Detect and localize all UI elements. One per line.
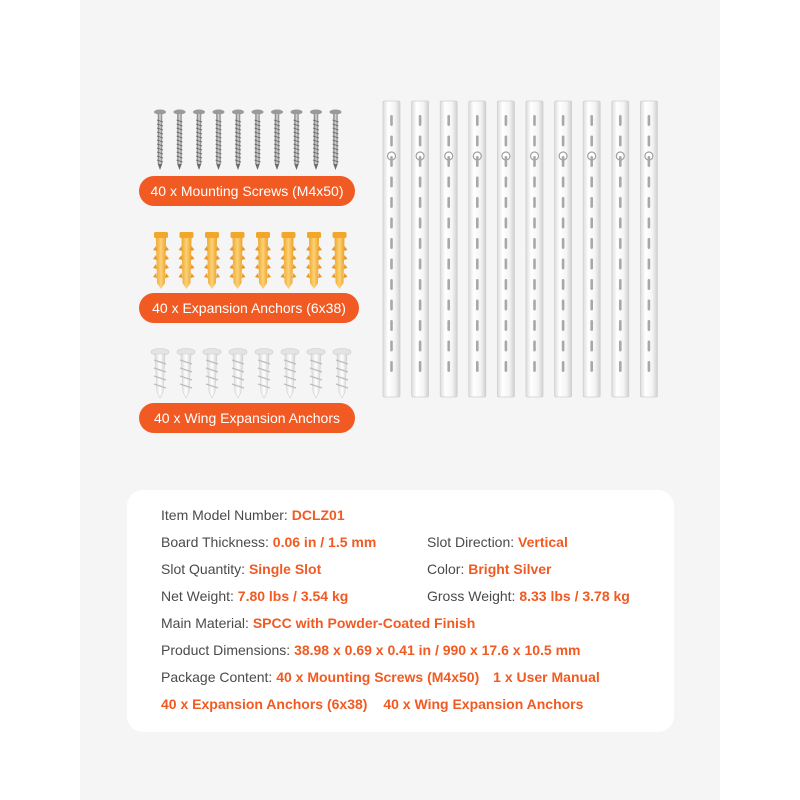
spec-package-cont [161, 696, 583, 712]
wing-anchor-icon [203, 349, 221, 399]
spec-slot-quantity-value: Single Slot [248, 561, 322, 577]
shelf-rail [526, 101, 543, 397]
spec-material [161, 615, 475, 631]
anchors-label-badge: 40 x Expansion Anchors (6x38) [139, 293, 359, 323]
screw-icon [193, 110, 205, 171]
wing-anchor-icon [177, 349, 195, 399]
wing-anchors-group [151, 349, 351, 399]
spec-slot-direction-label: Slot Direction: [427, 534, 515, 550]
expansion-anchor-icon [332, 232, 348, 289]
spec-material-value: SPCC with Powder-Coated Finish [252, 615, 476, 631]
spec-package-item-4: 40 x Wing Expansion Anchors [383, 696, 584, 712]
spec-slot-direction-value: Vertical [518, 534, 568, 550]
spec-color-value: Bright Silver [468, 561, 552, 577]
expansion-anchor-icon [153, 232, 169, 289]
spec-gross-weight [427, 588, 630, 604]
expansion-anchors-group [153, 232, 348, 289]
spec-net-weight-label: Net Weight: [161, 588, 234, 604]
expansion-anchor-icon [230, 232, 246, 289]
mounting-screws-group [154, 110, 342, 171]
spec-color-label: Color: [427, 561, 465, 577]
spec-slot-direction [427, 534, 568, 550]
spec-material-label: Main Material: [161, 615, 249, 631]
spec-dimensions-label: Product Dimensions: [161, 642, 291, 658]
spec-package [161, 669, 600, 685]
spec-net-weight [161, 588, 348, 604]
screw-icon [252, 110, 264, 171]
spec-dimensions [161, 642, 581, 658]
expansion-anchor-icon [179, 232, 195, 289]
spec-card [127, 490, 674, 732]
screw-icon [291, 110, 303, 171]
screws-label-badge: 40 x Mounting Screws (M4x50) [139, 176, 355, 206]
wing-anchor-icon [307, 349, 325, 399]
spec-slot-quantity-label: Slot Quantity: [161, 561, 246, 577]
screw-icon [271, 110, 283, 171]
wing-anchor-icon [229, 349, 247, 399]
spec-package-item-2: 1 x User Manual [493, 669, 600, 685]
shelf-rails-group [383, 101, 657, 397]
spec-thickness [161, 534, 376, 550]
shelf-rail [640, 101, 657, 397]
shelf-rail [612, 101, 629, 397]
spec-color [427, 561, 552, 577]
wing-anchors-label-badge: 40 x Wing Expansion Anchors [139, 403, 355, 433]
spec-net-weight-value: 7.80 lbs / 3.54 kg [237, 588, 349, 604]
shelf-rail [497, 101, 514, 397]
expansion-anchor-icon [281, 232, 297, 289]
spec-slot-quantity [161, 561, 321, 577]
spec-thickness-label: Board Thickness: [161, 534, 269, 550]
wing-anchor-icon [151, 349, 169, 399]
shelf-rail [383, 101, 400, 397]
spec-model-label: Item Model Number: [161, 507, 288, 523]
spec-package-label: Package Content: [161, 669, 273, 685]
spec-model-value: DCLZ01 [291, 507, 345, 523]
screw-icon [213, 110, 225, 171]
screw-icon [330, 110, 342, 171]
screw-icon [232, 110, 244, 171]
expansion-anchor-icon [255, 232, 271, 289]
spec-package-item-1: 40 x Mounting Screws (M4x50) [276, 669, 480, 685]
expansion-anchor-icon [306, 232, 322, 289]
spec-package-item-3: 40 x Expansion Anchors (6x38) [161, 696, 368, 712]
shelf-rail [555, 101, 572, 397]
spec-gross-weight-label: Gross Weight: [427, 588, 516, 604]
screw-icon [154, 110, 166, 171]
spec-dimensions-value: 38.98 x 0.69 x 0.41 in / 990 x 17.6 x 10.5 mm [294, 642, 581, 658]
spec-model [161, 507, 345, 523]
wing-anchor-icon [281, 349, 299, 399]
shelf-rail [469, 101, 486, 397]
screw-icon [174, 110, 186, 171]
screw-icon [310, 110, 322, 171]
wing-anchor-icon [255, 349, 273, 399]
shelf-rail [583, 101, 600, 397]
expansion-anchor-icon [204, 232, 220, 289]
spec-thickness-value: 0.06 in / 1.5 mm [272, 534, 377, 550]
spec-gross-weight-value: 8.33 lbs / 3.78 kg [519, 588, 630, 604]
shelf-rail [412, 101, 429, 397]
shelf-rail [440, 101, 457, 397]
wing-anchor-icon [333, 349, 351, 399]
